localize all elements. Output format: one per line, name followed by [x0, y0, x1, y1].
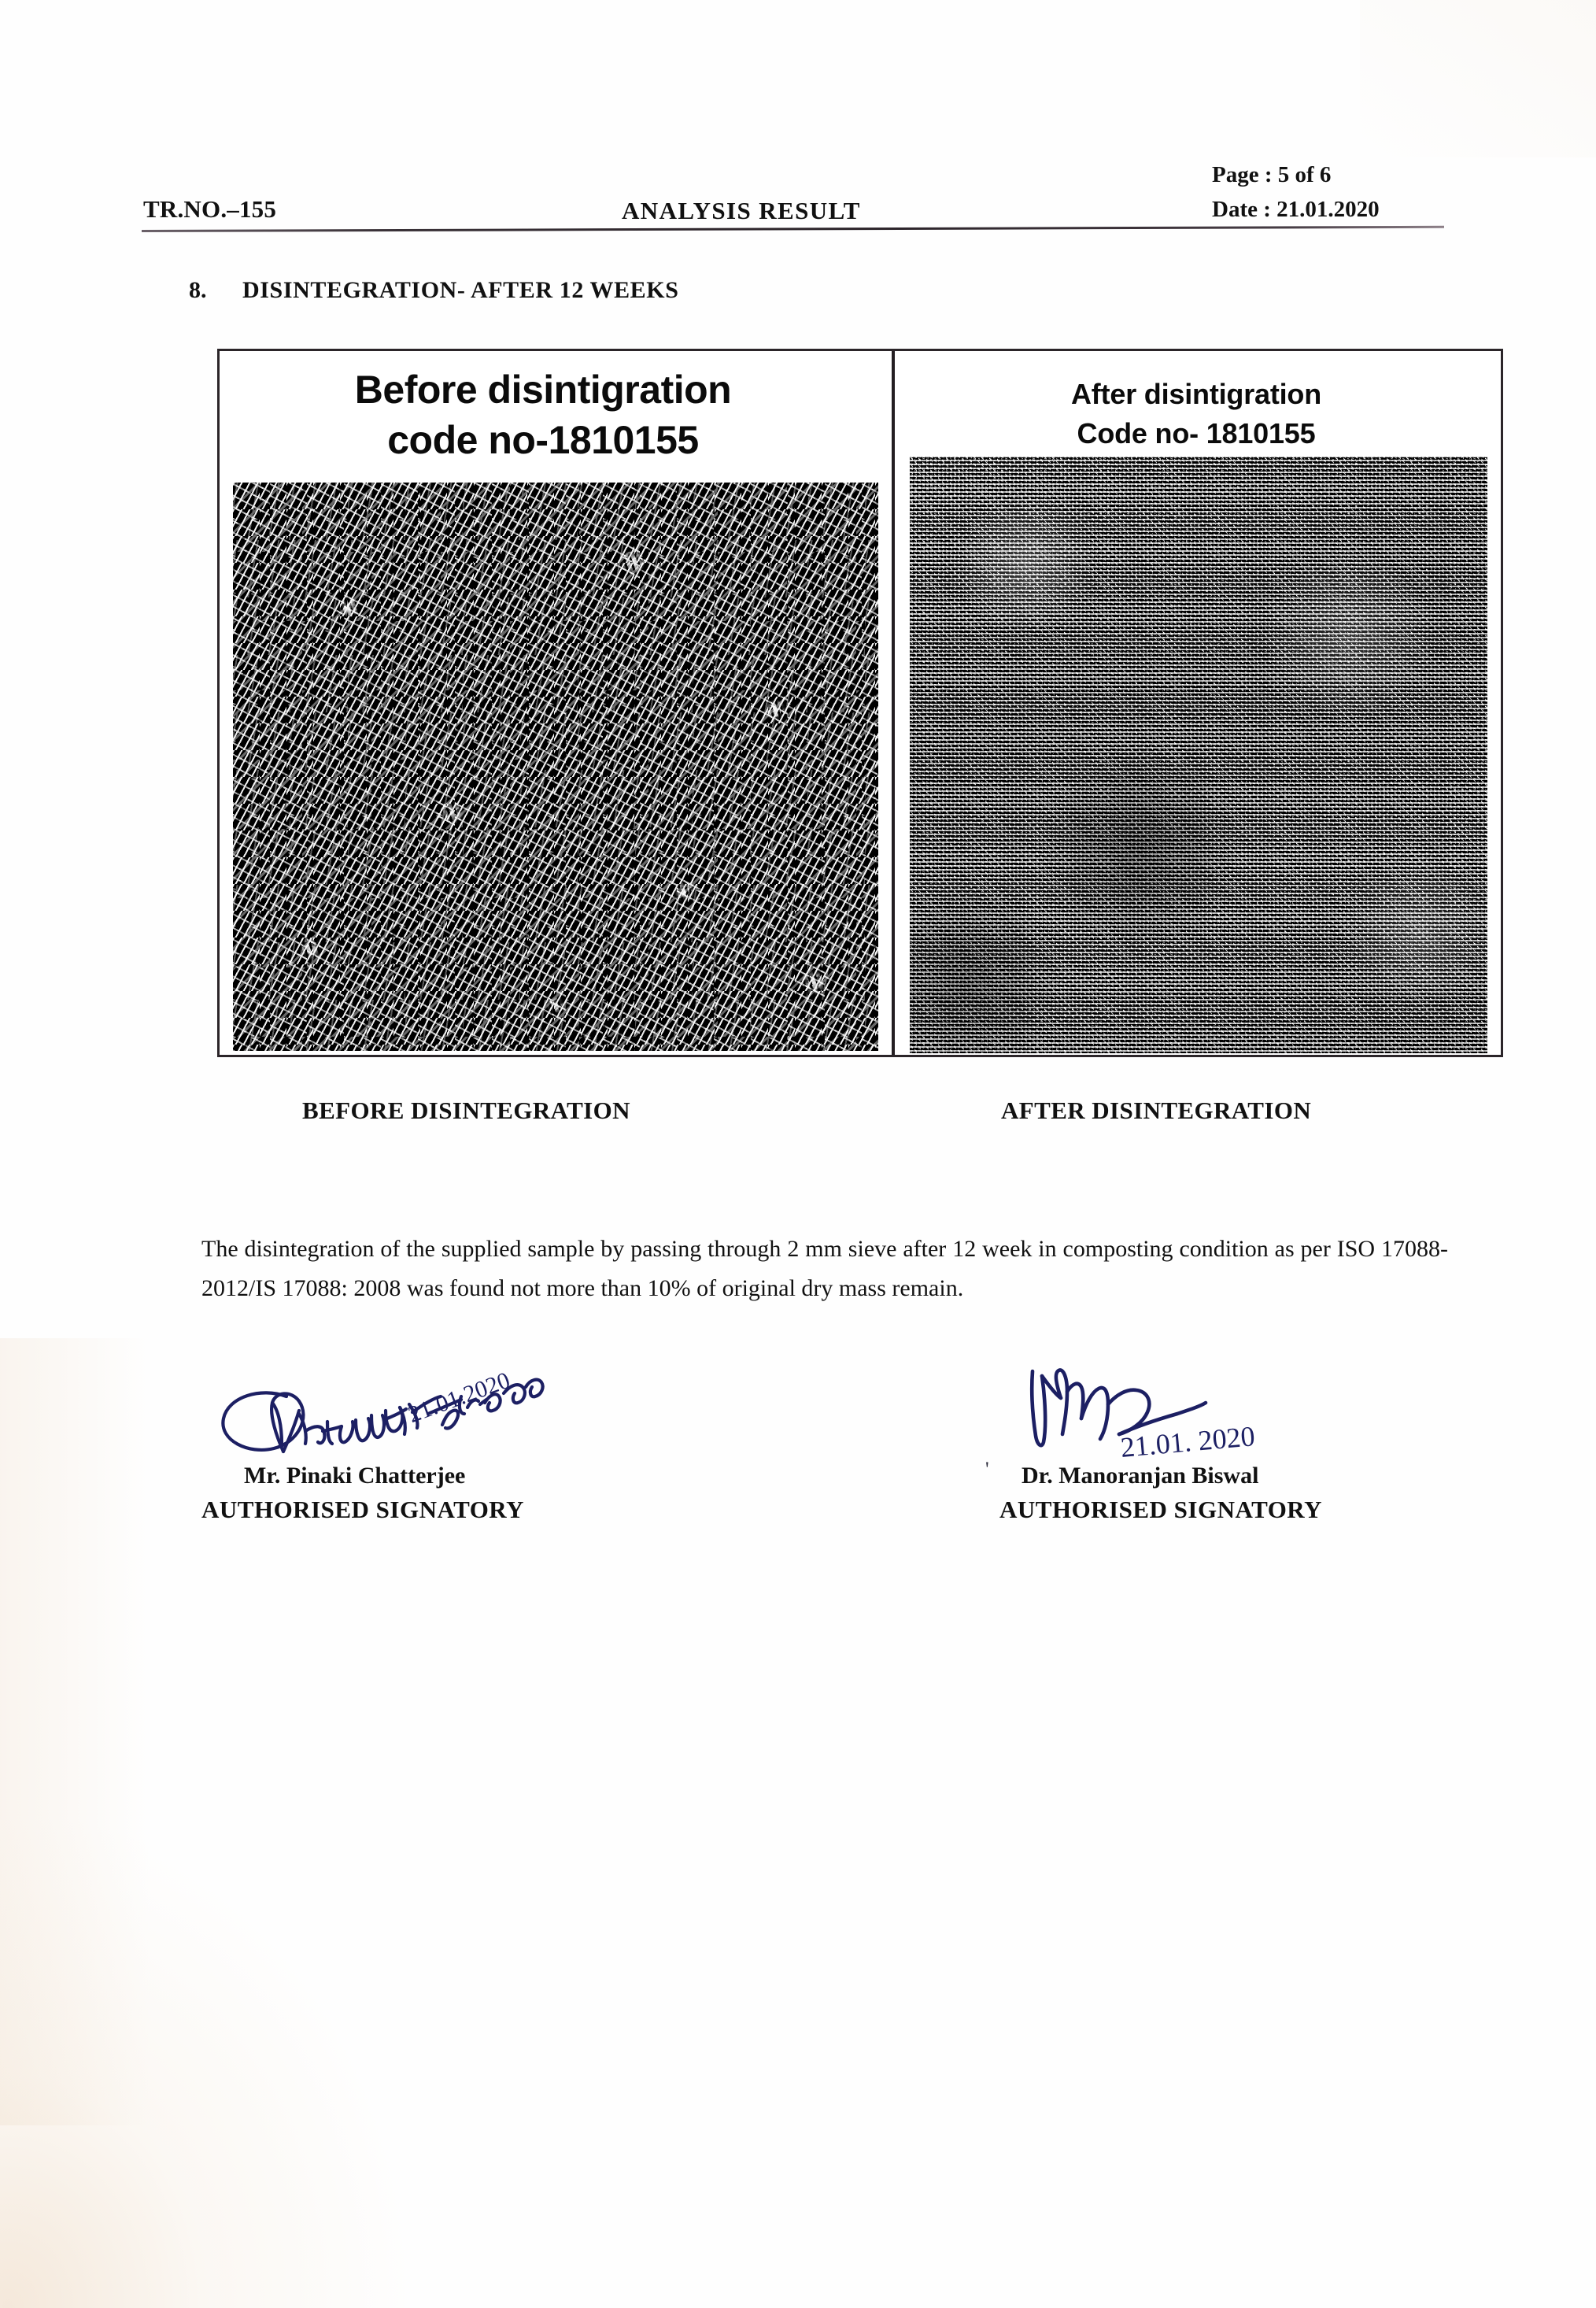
test-report-number: TR.NO.–155	[143, 195, 277, 223]
left-signatory-role: AUTHORISED SIGNATORY	[201, 1496, 524, 1523]
section-title: DISINTEGRATION- AFTER 12 WEEKS	[242, 277, 679, 303]
section-number: 8.	[189, 277, 207, 303]
scan-discoloration-bottom-left	[0, 1820, 409, 2308]
after-disintegration-photo	[910, 457, 1487, 1053]
header-divider-rule	[142, 226, 1444, 232]
result-statement-paragraph: The disintegration of the supplied sample by passing through 2 mm sieve after 12 week in composting condition as per ISO 17088-2012/IS 17088: 2008 was found not more than 10% of original dry mass remain.	[201, 1236, 1448, 1301]
after-photo-texture-shading	[910, 457, 1487, 1053]
scan-discoloration-left-edge	[0, 1338, 150, 2125]
right-signatory-name: Dr. Manoranjan Biswal	[1022, 1463, 1259, 1489]
page-number-label: Page : 5 of 6	[1212, 162, 1332, 187]
before-photo-flake-highlights	[233, 483, 878, 1051]
figure-caption-after: AFTER DISINTEGRATION	[1001, 1097, 1312, 1124]
before-disintegration-photo	[233, 483, 878, 1051]
figure-caption-before: BEFORE DISINTEGRATION	[302, 1097, 630, 1124]
scan-discoloration-top-right	[1360, 0, 1596, 157]
manoranjan-biswal-signature-date: 21.01. 2020	[1119, 1420, 1257, 1463]
after-panel-label-line1: After disintigration	[1071, 378, 1321, 410]
right-signatory-role: AUTHORISED SIGNATORY	[999, 1496, 1322, 1523]
after-panel-label-line2: Code no- 1810155	[1077, 417, 1316, 449]
before-panel-label-line2: code no-1810155	[387, 418, 699, 462]
pinaki-chatterjee-signature-date: 21.01.2020	[405, 1367, 514, 1429]
before-panel-label-line1: Before disintigration	[354, 368, 732, 412]
report-date-label: Date : 21.01.2020	[1212, 197, 1380, 222]
left-signatory-name: Mr. Pinaki Chatterjee	[244, 1463, 466, 1489]
stray-ink-mark: '	[985, 1458, 989, 1481]
figure-panel-divider	[892, 351, 895, 1055]
document-title: ANALYSIS RESULT	[622, 197, 861, 224]
